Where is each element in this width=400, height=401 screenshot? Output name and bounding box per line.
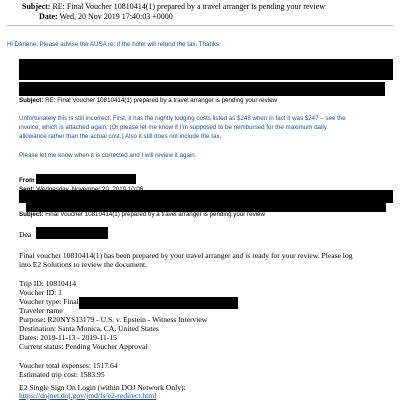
subject-label: Subject: [22,2,51,11]
message3-intro-line2: into E2 Solutions to review the document. [19,260,148,269]
purpose: Purpose: R20NYS13179 - U.S. v. Epstein - Witness Interview [19,315,208,324]
voucher-type: Voucher type: Final [19,297,79,306]
voucher-id: Voucher ID: 1 [19,288,62,297]
message2-para1-line2: invoice, which is attached again. (Or please let me know if I’m supposed to be reimbursed for the maximum daily [19,124,327,131]
message2-subject-value: RE: Final Voucher 10810414(1) prepared by a travel arranger is pending your review [45,97,277,104]
redaction-block [79,297,238,309]
message3-intro-line1: Final voucher 10810414(1) has been prepared by your travel arranger and is ready for your review. Please log [19,251,353,260]
header-subject [22,2,325,12]
e2-redirect-link[interactable]: https://dojnet.doj.gov/jmd/fs/e2-redirect.html [19,391,157,400]
destination: Destination: Santa Monica, CA, United States [19,324,159,333]
dates: Dates: 2019-11-13 - 2019-11-15 [19,333,117,342]
redaction-block [19,82,385,96]
sso-label: E2 Single Sign On Login (within DOJ Network Only): [19,383,186,392]
header-divider [7,25,393,26]
redaction-block [19,59,393,80]
message2-para1-line3: allowance rather than the actual cost.) Also it still does not include the tax. [19,133,222,140]
date-label: Date: [39,12,58,21]
subject-value: RE: Final Voucher 10810414(1) prepared by a travel arranger is pending your review [52,2,325,11]
header-date [39,12,173,22]
message3-subject-label: Subject: [19,211,44,218]
redaction-block [36,227,108,239]
traveler-name: Traveler name [19,306,63,315]
current-status: Current status: Pending Voucher Approval [19,342,148,351]
message3-from-label: From [19,177,35,184]
message1-body: Hi Darlene, Please advise the AUSA re: if the hotel will refund the tax. Thanks [7,41,220,48]
date-value: Wed, 20 Nov 2019 17:40:03 +0000 [59,12,173,21]
message2-subject-label: Subject: [19,97,44,104]
message3-subject-value: Final Voucher 10810414(1) prepared by a travel arranger is pending your review [45,211,265,218]
message2-subject [19,97,277,105]
message2-para2: Please let me know when it is corrected and I will review it again. [19,152,197,159]
trip-id: Trip ID: 10810414 [19,279,77,288]
estimated-trip-cost: Estimated trip cost: 1583.95 [19,370,105,379]
message2-para1-line1: Unfortunately this is still incorrect. First, it has the nightly lodging costs listed as $248 when in fact it was $247 – see the [19,115,346,122]
message3-dear: Dea [19,230,32,239]
redaction-block [36,174,136,184]
message3-subject [19,211,265,219]
voucher-total-expenses: Voucher total expenses: 1517.64 [19,361,118,370]
